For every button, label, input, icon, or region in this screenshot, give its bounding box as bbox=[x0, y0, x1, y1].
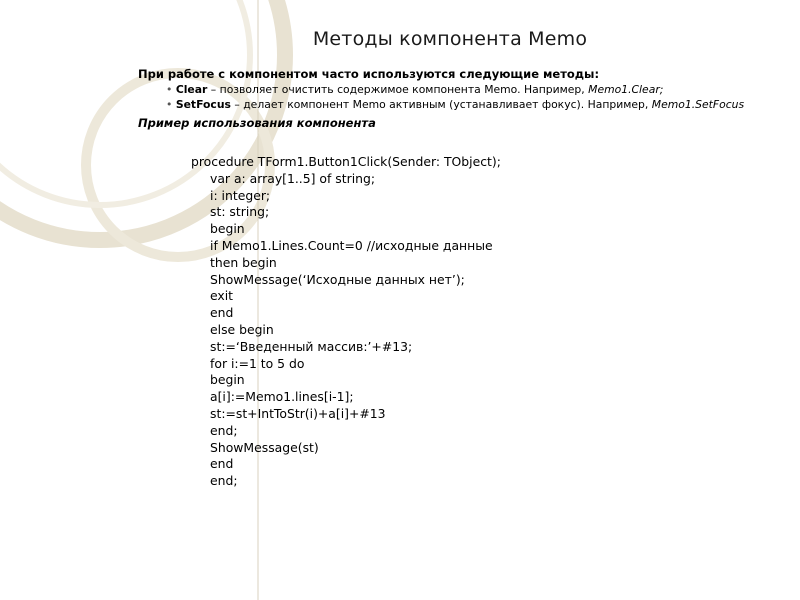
code-line: if Memo1.Lines.Count=0 //исходные данные bbox=[210, 237, 493, 253]
code-line: end bbox=[210, 456, 234, 472]
code-line: end; bbox=[210, 473, 238, 489]
method-example: Memo1.SetFocus bbox=[651, 98, 745, 111]
code-line: st:=st+IntToStr(i)+a[i]+#13 bbox=[210, 405, 386, 421]
bullet-dot-icon: • bbox=[166, 83, 173, 96]
methods-list bbox=[166, 82, 744, 112]
method-item-clear bbox=[166, 82, 744, 97]
method-name: SetFocus bbox=[175, 98, 231, 111]
bullet-dot-icon: • bbox=[166, 98, 173, 111]
code-line: for i:=1 to 5 do bbox=[210, 355, 305, 371]
code-line: i: integer; bbox=[210, 187, 271, 203]
code-line: var a: array[1..5] of string; bbox=[210, 170, 376, 186]
intro-text: При работе с компонентом часто используются следующие методы: bbox=[138, 67, 600, 81]
code-line: begin bbox=[210, 221, 245, 237]
method-name: Clear bbox=[175, 83, 208, 96]
code-line: st:=‘Введенный массив:’+#13; bbox=[210, 338, 413, 354]
code-line: ShowMessage(st) bbox=[210, 439, 319, 455]
method-example: Memo1.Clear; bbox=[588, 83, 664, 96]
code-line: procedure TForm1.Button1Click(Sender: TObject); bbox=[191, 154, 501, 169]
code-line: st: string; bbox=[210, 204, 270, 220]
method-description: – делает компонент Memo активным (устанавливает фокус). Например, bbox=[230, 98, 652, 111]
method-item-setfocus bbox=[166, 97, 744, 112]
code-line: ShowMessage(‘Исходные данных нет’); bbox=[210, 271, 465, 287]
code-line: exit bbox=[210, 288, 234, 304]
slide-title: Методы компонента Memo bbox=[312, 28, 588, 50]
code-line: end bbox=[210, 305, 234, 321]
code-line: else begin bbox=[210, 321, 274, 337]
code-block bbox=[191, 154, 501, 490]
code-line: then begin bbox=[210, 254, 277, 270]
code-line: a[i]:=Memo1.lines[i-1]; bbox=[210, 389, 354, 405]
method-description: – позволяет очистить содержимое компонента Memo. Например, bbox=[207, 83, 589, 96]
code-line: begin bbox=[210, 372, 245, 388]
code-line: end; bbox=[210, 422, 238, 438]
example-heading: Пример использования компонента bbox=[138, 116, 376, 130]
